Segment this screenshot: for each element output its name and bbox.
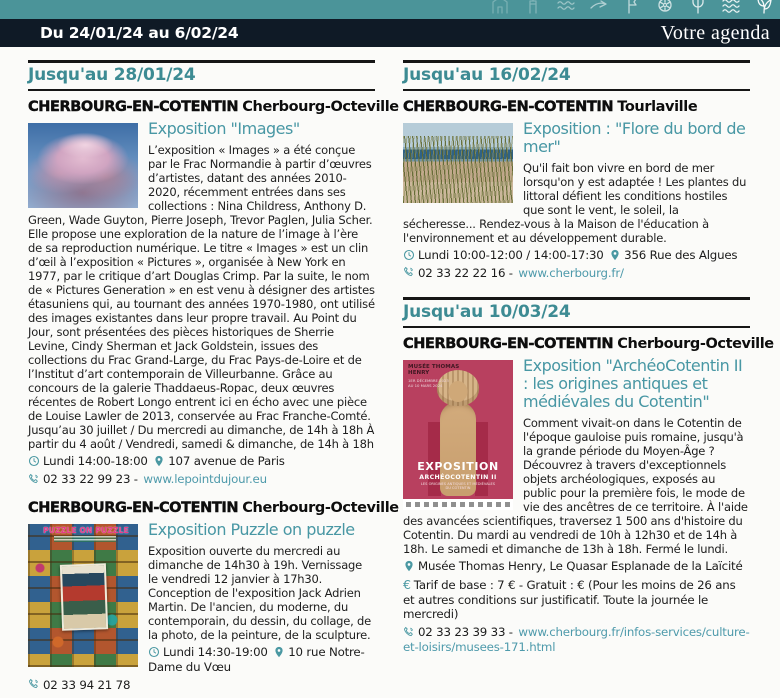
page-title: Votre agenda [660,21,770,44]
event-body [28,120,375,487]
event-description: L’exposition « Images » a été conçue par le Frac Normandie à partir d’œuvres d’artistes, datant des années 2010-2020, récemment entrées dans ses collections : Nina Childress, Anthony D. Green, Wade Guyton, Pierre Joseph, Trevor Paglen, Julia Scher. Elle propose une exploration de la nature de l’image à l’ère de sa reproduction numérique. Le titre « Images » est un clin d’œil à l’exposition « Pictures », organisée à New York en 1977, par le critique d’art Douglas Crimp. Par la suite, le nom de « Pictures Generation » en est venu à désigner des artistes étasuniens qui, au tournant des années 1970-1980, ont utilisé des images existantes dans leur propre travail. Au Point du Jour, sont présentées des pièces historiques de Sherrie Levine, Cindy Sherman et Jack Goldstein, issues des collections du Frac Grand-Large, du Frac Pays-de-Loire et de l’Institut d’art contemporain de Villeurbanne. Grâce au concours de la galerie Thaddaeus-Ropac, deux œuvres récentes de Robert Longo entrent ici en écho avec une pièce de Louise Lawler de 2013, conservée au Frac Franche-Comté. Jusqu’au 30 juillet / Du mercredi au dimanche, de 14h à 18h À partir du 4 août / Vendredi, samedi & dimanche, de 14h à 18h [28,143,375,452]
event-body [28,521,375,692]
event-schedule-location [403,248,750,263]
venue-city: CHERBOURG-EN-COTENTIN [403,335,614,352]
event-title[interactable]: Exposition Puzzle on puzzle [148,519,355,539]
content-columns [0,47,780,692]
event-body [403,120,750,281]
section-deadline: Jusqu'au 28/01/24 [28,60,375,91]
date-range: Du 24/01/24 au 6/02/24 [40,24,239,42]
event-contact [28,472,375,487]
venue-city: CHERBOURG-EN-COTENTIN [28,99,239,115]
poster-expo-line4: DU COTENTIN [445,485,471,490]
event-link[interactable]: www.lepointdujour.eu [143,472,267,487]
event-body [403,357,750,655]
header-bar [0,19,780,47]
phone-number: 02 33 22 99 23 - [43,472,142,487]
venue-city: CHERBOURG-EN-COTENTIN [28,499,239,516]
event-puzzle-on-puzzle [28,499,399,692]
poster-dates: 1ER DÉCEMBRE 2023 AU 10 MARS 2024 [408,377,449,388]
poster-expo-line3: LES ORIGINES ANTIQUES ET MÉDIÉVALES [420,481,496,486]
section-jusquau-16-02 [403,60,750,281]
puzzle-poster-subtitle [54,536,116,542]
location-text: 356 Rue des Algues [624,248,738,263]
event-thumbnail-clouds[interactable] [28,123,138,208]
event-description: Exposition ouverte du mercredi au dimanche de 14h30 à 19h. Vernissage le vendredi 12 janvier à 17h30. Conception de l'exposition Jack Adrien Martin. De l'ancien, du moderne, du contemporain, du dessin, du collage, de la photo, de la peinture, de la sculpture. [148,543,372,643]
flag-icon [622,0,642,15]
poster-logo-strip [403,499,513,510]
tower-icon [523,0,543,15]
arrow-icon [589,0,609,15]
event-schedule-location [28,454,375,469]
event-link[interactable]: www.cherbourg.fr/infos-services/culture-et-loisirs/musees-171.html [403,625,750,654]
puzzle-center-poster [60,563,108,631]
sprout-icon [754,0,774,15]
venue-district: Tourlaville [617,99,698,115]
left-column [28,60,399,692]
topbar-icon-row [490,0,774,15]
location-text: 107 avenue de Paris [168,454,285,469]
venue-city: CHERBOURG-EN-COTENTIN [403,99,614,115]
event-contact [403,266,750,281]
event-title[interactable]: Exposition "Images" [148,119,300,138]
location-pin-icon [273,646,285,658]
phone-icon [403,266,415,278]
event-thumbnail-puzzle[interactable] [28,524,138,667]
section-jusquau-10-03 [403,297,774,655]
right-column [403,60,774,655]
event-description: Qu'il fait bon vivre en bord de mer lorsqu'on y est adaptée ! Les plantes du littoral défient les conditions hostiles que sont le vent, le soleil, la sécheresse... Rendez-vous à la Maison de l'éducation à l'environnement et au développement durable. [403,161,747,246]
poster-museum-name: MUSÉE THOMAS HENRY [408,363,460,377]
phone-number: 02 33 94 21 78 [43,677,131,692]
poster-expo-subtitle: ARCHÉOCOTENTIN II [419,473,497,481]
location-pin-icon [153,455,165,467]
phone-number: 02 33 22 22 16 - [418,265,517,280]
event-venue [403,99,750,115]
event-description: Comment vivait-on dans le Cotentin de l'époque gauloise puis romaine, jusqu'à la grande période du Moyen-Âge ? Découvrez à travers d'exceptionnels objets archéologiques, exposés au public pour la première fois, le mode de vie des ancêtres de ce territoire. À l'aide des avancées scientifiques, traversez 1 500 ans d'histoire du Cotentin. Du mardi au vendredi de 10h à 12h30 et de 14h à 18h. Le samedi et dimanche de 13h à 18h. Fermé le lundi. [403,415,748,557]
partner-logos [406,502,510,507]
wheel-icon [655,0,675,15]
waves-icon [556,0,576,15]
event-title[interactable]: Exposition "ArchéoCotentin II : les origines antiques et médiévales du Cotentin" [523,355,743,411]
event-venue [403,335,774,352]
euro-icon: € [403,576,411,592]
trident-plant-icon [688,0,708,15]
event-archeocotentin [403,335,774,655]
location-text: Musée Thomas Henry, Le Quasar Esplanade de la Laïcité [418,559,743,574]
event-contact [403,625,750,654]
venue-district: Cherbourg-Octeville [617,335,774,352]
schedule-text: Lundi 14:00-18:00 [43,454,148,469]
phone-icon [403,626,415,638]
section-jusquau-28-01 [28,60,399,692]
location-text: 10 rue Notre-Dame du Vœu [148,645,365,674]
decorative-topbar [0,0,780,19]
section-deadline: Jusqu'au 16/02/24 [403,60,750,91]
event-venue [28,99,399,115]
event-title[interactable]: Exposition : "Flore du bord de mer" [523,119,746,157]
event-contact [28,678,375,693]
event-thumbnail-beach[interactable] [403,123,513,203]
location-pin-icon [403,560,415,572]
schedule-text: Lundi 14:30-19:00 [163,645,268,660]
clock-icon [28,455,40,467]
phone-icon [28,678,40,690]
waves-icon [721,0,741,15]
puzzle-poster-title: PUZZLE ON PUZZLE [43,525,129,535]
clock-icon [403,249,415,261]
house-icon [490,0,510,15]
schedule-text: Lundi 10:00-12:00 / 14:00-17:30 [418,248,604,263]
event-venue [28,499,399,516]
event-flore-du-bord-de-mer [403,99,750,281]
event-tarif [403,577,750,622]
venue-district: Cherbourg-Octeville [242,99,399,115]
phone-number: 02 33 23 39 33 - [418,625,517,640]
event-exposition-images [28,99,399,487]
phone-icon [28,473,40,485]
location-pin-icon [609,249,621,261]
venue-district: Cherbourg-Octeville [242,499,399,516]
section-deadline: Jusqu'au 10/03/24 [403,297,750,328]
poster-expo-title: EXPOSITION [417,459,499,473]
event-location [403,559,750,574]
tarif-text: Tarif de base : 7 € - Gratuit : € (Pour les moins de 26 ans et autres conditions sur justificatif. Toute la journée le mercredi) [403,577,736,622]
clock-icon [148,646,160,658]
event-link[interactable]: www.cherbourg.fr/ [518,265,624,280]
event-thumbnail-museum-poster[interactable] [403,360,513,510]
